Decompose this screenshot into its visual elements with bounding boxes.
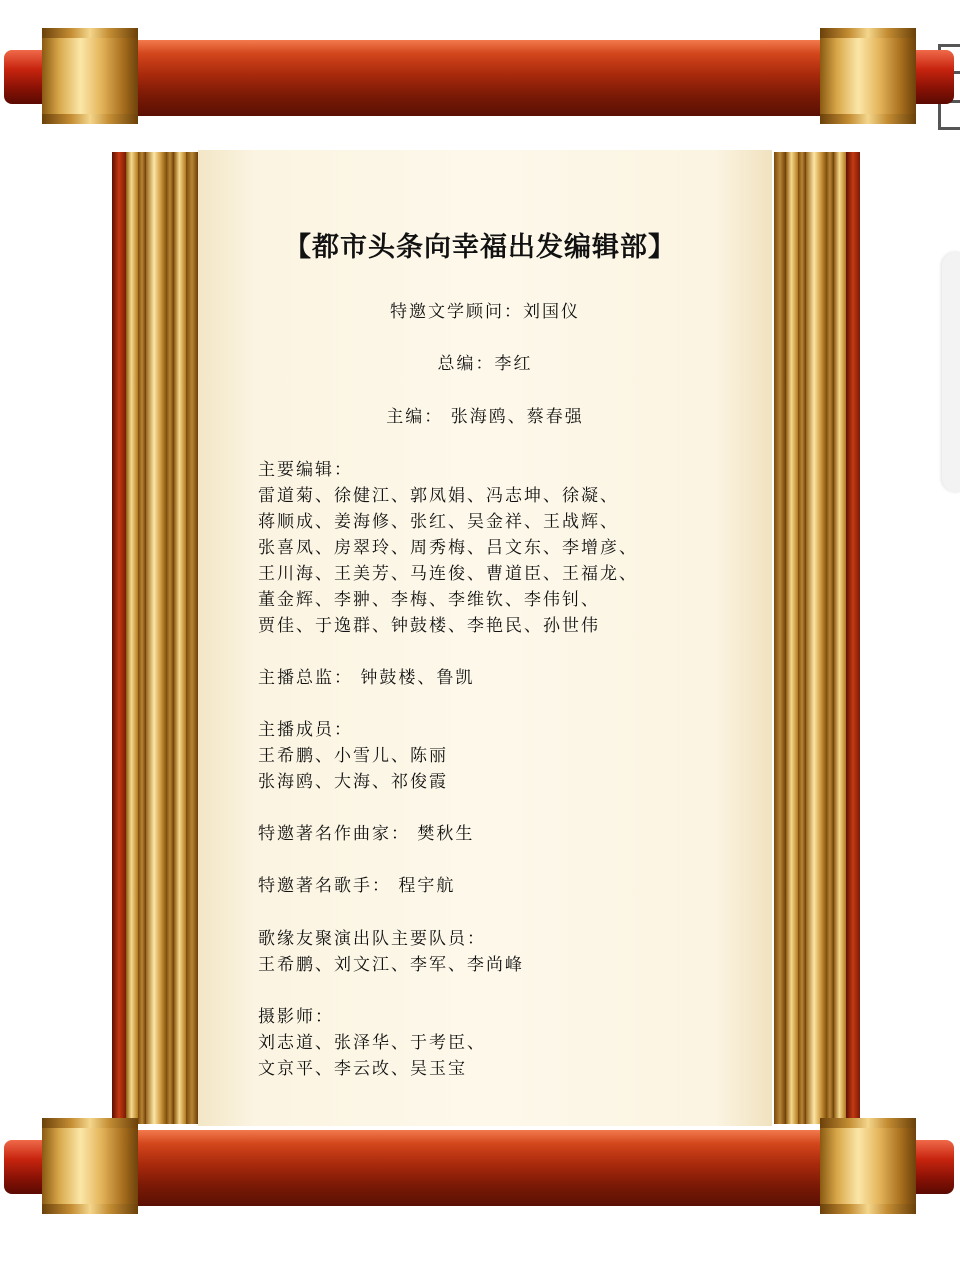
rod-end-left (4, 1140, 44, 1194)
rod-end-left (4, 50, 44, 104)
top-scroll-rod (4, 28, 954, 124)
photographers-row: 文京平、李云改、吴玉宝 (258, 1059, 467, 1079)
main-editors-row: 张喜凤、房翠玲、周秀梅、吕文东、李增彦、 (258, 538, 638, 558)
main-editors-row: 董金辉、李翀、李梅、李维钦、李伟钊、 (258, 590, 600, 610)
rod-cap-left (42, 28, 138, 124)
chief-editors-line: 主编： 张海鸥、蔡春强 (386, 407, 584, 427)
rod-end-right (914, 1140, 954, 1194)
page-title: 【都市头条向幸福出发编辑部】 (284, 232, 676, 263)
column-band (166, 152, 174, 1124)
column-band (112, 152, 126, 1124)
rod-cap-right (820, 1118, 916, 1214)
hosts-row: 王希鹏、小雪儿、陈丽 (258, 746, 448, 766)
adviser-line: 特邀文学顾问：刘国仪 (390, 302, 580, 322)
main-editors-row: 王川海、王美芳、马连俊、曹道臣、王福龙、 (258, 564, 638, 584)
column-band (146, 152, 166, 1124)
column-band (774, 152, 786, 1124)
troupe-label: 歌缘友聚演出队主要队员： (258, 929, 486, 949)
editor-in-chief-line: 总编：李红 (437, 354, 533, 374)
column-band (846, 152, 860, 1124)
rod-body (136, 1130, 822, 1206)
edge-side-tab[interactable] (942, 252, 960, 492)
composer-line: 特邀著名作曲家： 樊秋生 (258, 824, 475, 844)
hosts-label: 主播成员： (258, 720, 353, 740)
troupe-row: 王希鹏、刘文江、李军、李尚峰 (258, 955, 524, 975)
main-editors-row: 雷道菊、徐健江、郭凤娟、冯志坤、徐凝、 (258, 486, 619, 506)
column-band (806, 152, 826, 1124)
column-band (174, 152, 186, 1124)
rod-cap-right (820, 28, 916, 124)
rod-cap-left (42, 1118, 138, 1214)
singer-line: 特邀著名歌手： 程宇航 (258, 876, 456, 896)
hosts-row: 张海鸥、大海、祁俊霞 (258, 772, 448, 792)
main-editors-row: 贾佳、于逸群、钟鼓楼、李艳民、孙世伟 (258, 616, 600, 636)
column-band (834, 152, 846, 1124)
photographers-row: 刘志道、张泽华、于考臣、 (258, 1033, 486, 1053)
column-band (798, 152, 806, 1124)
rod-body (136, 40, 822, 116)
left-column (112, 152, 198, 1124)
rod-end-right (914, 50, 954, 104)
column-band (826, 152, 834, 1124)
photographers-label: 摄影师： (258, 1007, 334, 1027)
host-director-line: 主播总监： 钟鼓楼、鲁凯 (258, 668, 475, 688)
column-band (126, 152, 138, 1124)
column-band (786, 152, 798, 1124)
bottom-scroll-rod (4, 1118, 954, 1214)
column-band (186, 152, 198, 1124)
right-column (774, 152, 860, 1124)
column-band (138, 152, 146, 1124)
main-editors-label: 主要编辑： (258, 460, 353, 480)
main-editors-row: 蒋顺成、姜海修、张红、吴金祥、王战辉、 (258, 512, 619, 532)
